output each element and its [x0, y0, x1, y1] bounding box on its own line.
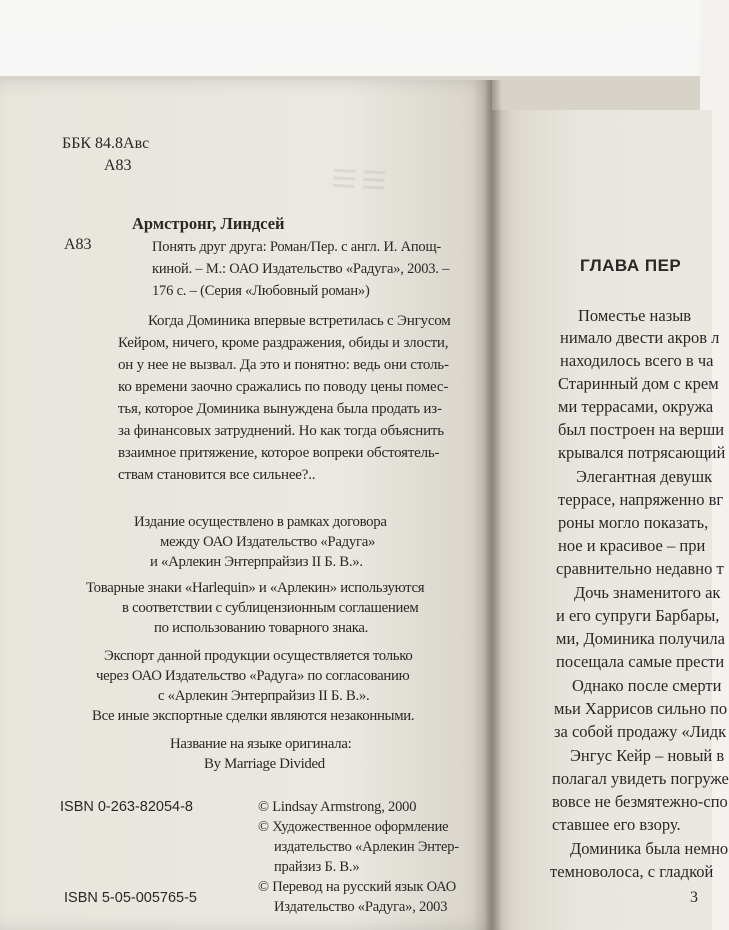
isbn-original: ISBN 0-263-82054-8	[60, 799, 193, 815]
body-line: посещала самые прести	[556, 652, 725, 671]
export-line: через ОАО Издательство «Радуга» по согласованию	[96, 668, 410, 684]
bibliography-line: киной. – М.: ОАО Издательство «Радуга», 2003. –	[152, 261, 450, 277]
annotation-line: за финансовых затруднений. Но как тогда объяснить	[118, 423, 444, 439]
copyright-line: © Lindsay Armstrong, 2000	[258, 799, 417, 815]
agreement-line: и «Арлекин Энтерпрайзиз II Б. В.».	[150, 554, 363, 570]
copyright-line: © Художественное оформление	[258, 819, 449, 835]
body-line: ми, Доминика получила	[556, 629, 725, 648]
annotation-line: Кейром, ничего, кроме раздражения, обиды и злости,	[118, 335, 449, 351]
body-line: Энгус Кейр – новый в	[570, 746, 725, 765]
body-line: Дочь знаменитого ак	[574, 583, 721, 602]
isbn-russian: ISBN 5-05-005765-5	[64, 890, 197, 906]
annotation-line: он у нее не вызвал. Да это и понятно: ведь они столь-	[118, 357, 449, 373]
annotation-line: ствам становится все сильнее?..	[118, 467, 316, 483]
body-line: был построен на верши	[558, 420, 725, 439]
trademark-line: по использованию товарного знака.	[154, 620, 369, 636]
body-line: сравнительно недавно т	[556, 559, 724, 578]
annotation-line: тья, которое Доминика вынуждена была продать из-	[118, 401, 442, 417]
body-line: и его супруги Барбары,	[556, 606, 720, 625]
body-line: темноволоса, с гладкой	[550, 862, 714, 881]
body-line: роны могло показать,	[558, 513, 709, 532]
bibliography-line: 176 с. – (Серия «Любовный роман»)	[152, 283, 370, 299]
body-line: Элегантная девушк	[576, 467, 713, 486]
author-code: А83	[64, 236, 92, 253]
page-number: 3	[690, 889, 698, 906]
bbk-index: ББК 84.8Авс	[62, 135, 150, 152]
original-title: By Marriage Divided	[204, 756, 325, 772]
body-line: мьи Харрисов сильно по	[554, 699, 728, 718]
body-line: Однако после смерти	[572, 676, 722, 695]
body-line: террасе, напряженно вг	[558, 490, 724, 509]
annotation-line: ко времени заочно сражались по поводу цены помес-	[118, 379, 449, 395]
bibliography-line: Понять друг друга: Роман/Пер. с англ. И. Апощ-	[152, 239, 442, 255]
bbk-author-code: А83	[104, 157, 132, 174]
body-line: вовсе не безмятежно-спо	[552, 792, 728, 811]
annotation-line: взаимное притяжение, которое вопреки обстоятель-	[118, 445, 440, 461]
body-line: Доминика была немно	[570, 839, 729, 858]
body-line: полагал увидеть погруже	[552, 769, 729, 788]
book-gutter	[484, 80, 502, 930]
trademark-line: в соответствии с сублицензионным соглашением	[122, 600, 419, 616]
copyright-line: издательство «Арлекин Энтер-	[274, 839, 459, 855]
trademark-line: Товарные знаки «Harlequin» и «Арлекин» используются	[86, 580, 425, 596]
agreement-line: Издание осуществлено в рамках договора	[134, 514, 387, 530]
body-line: нимало двести акров л	[560, 328, 720, 347]
agreement-line: между ОАО Издательство «Радуга»	[160, 534, 376, 550]
body-line: Поместье назыв	[578, 306, 692, 325]
copyright-line: © Перевод на русский язык ОАО	[258, 879, 456, 895]
body-line: крывался потрясающий	[558, 443, 726, 462]
copyright-line: прайзиз Б. В.»	[274, 859, 360, 875]
export-line: Все иные экспортные сделки являются незаконными.	[92, 708, 415, 724]
export-line: с «Арлекин Энтерпрайзиз II Б. В.».	[158, 688, 370, 704]
chapter-title: ГЛАВА ПЕР	[580, 256, 682, 275]
show-through-decoration: ≡≡	[326, 152, 388, 206]
body-line: находилось всего в ча	[560, 351, 714, 370]
export-line: Экспорт данной продукции осуществляется только	[104, 648, 413, 664]
annotation-line: Когда Доминика впервые встретилась с Энгусом	[148, 313, 451, 329]
body-line: ное и красивое – при	[558, 536, 706, 555]
body-line: ми террасами, окружа	[558, 397, 714, 416]
body-line: Старинный дом с крем	[558, 374, 719, 393]
copyright-line: Издательство «Радуга», 2003	[274, 899, 448, 915]
body-line: ставшее его взору.	[552, 815, 681, 834]
author-name: Армстронг, Линдсей	[132, 214, 285, 233]
original-title-label: Название на языке оригинала:	[170, 736, 352, 752]
body-line: за собой продажу «Лидк	[554, 722, 727, 741]
